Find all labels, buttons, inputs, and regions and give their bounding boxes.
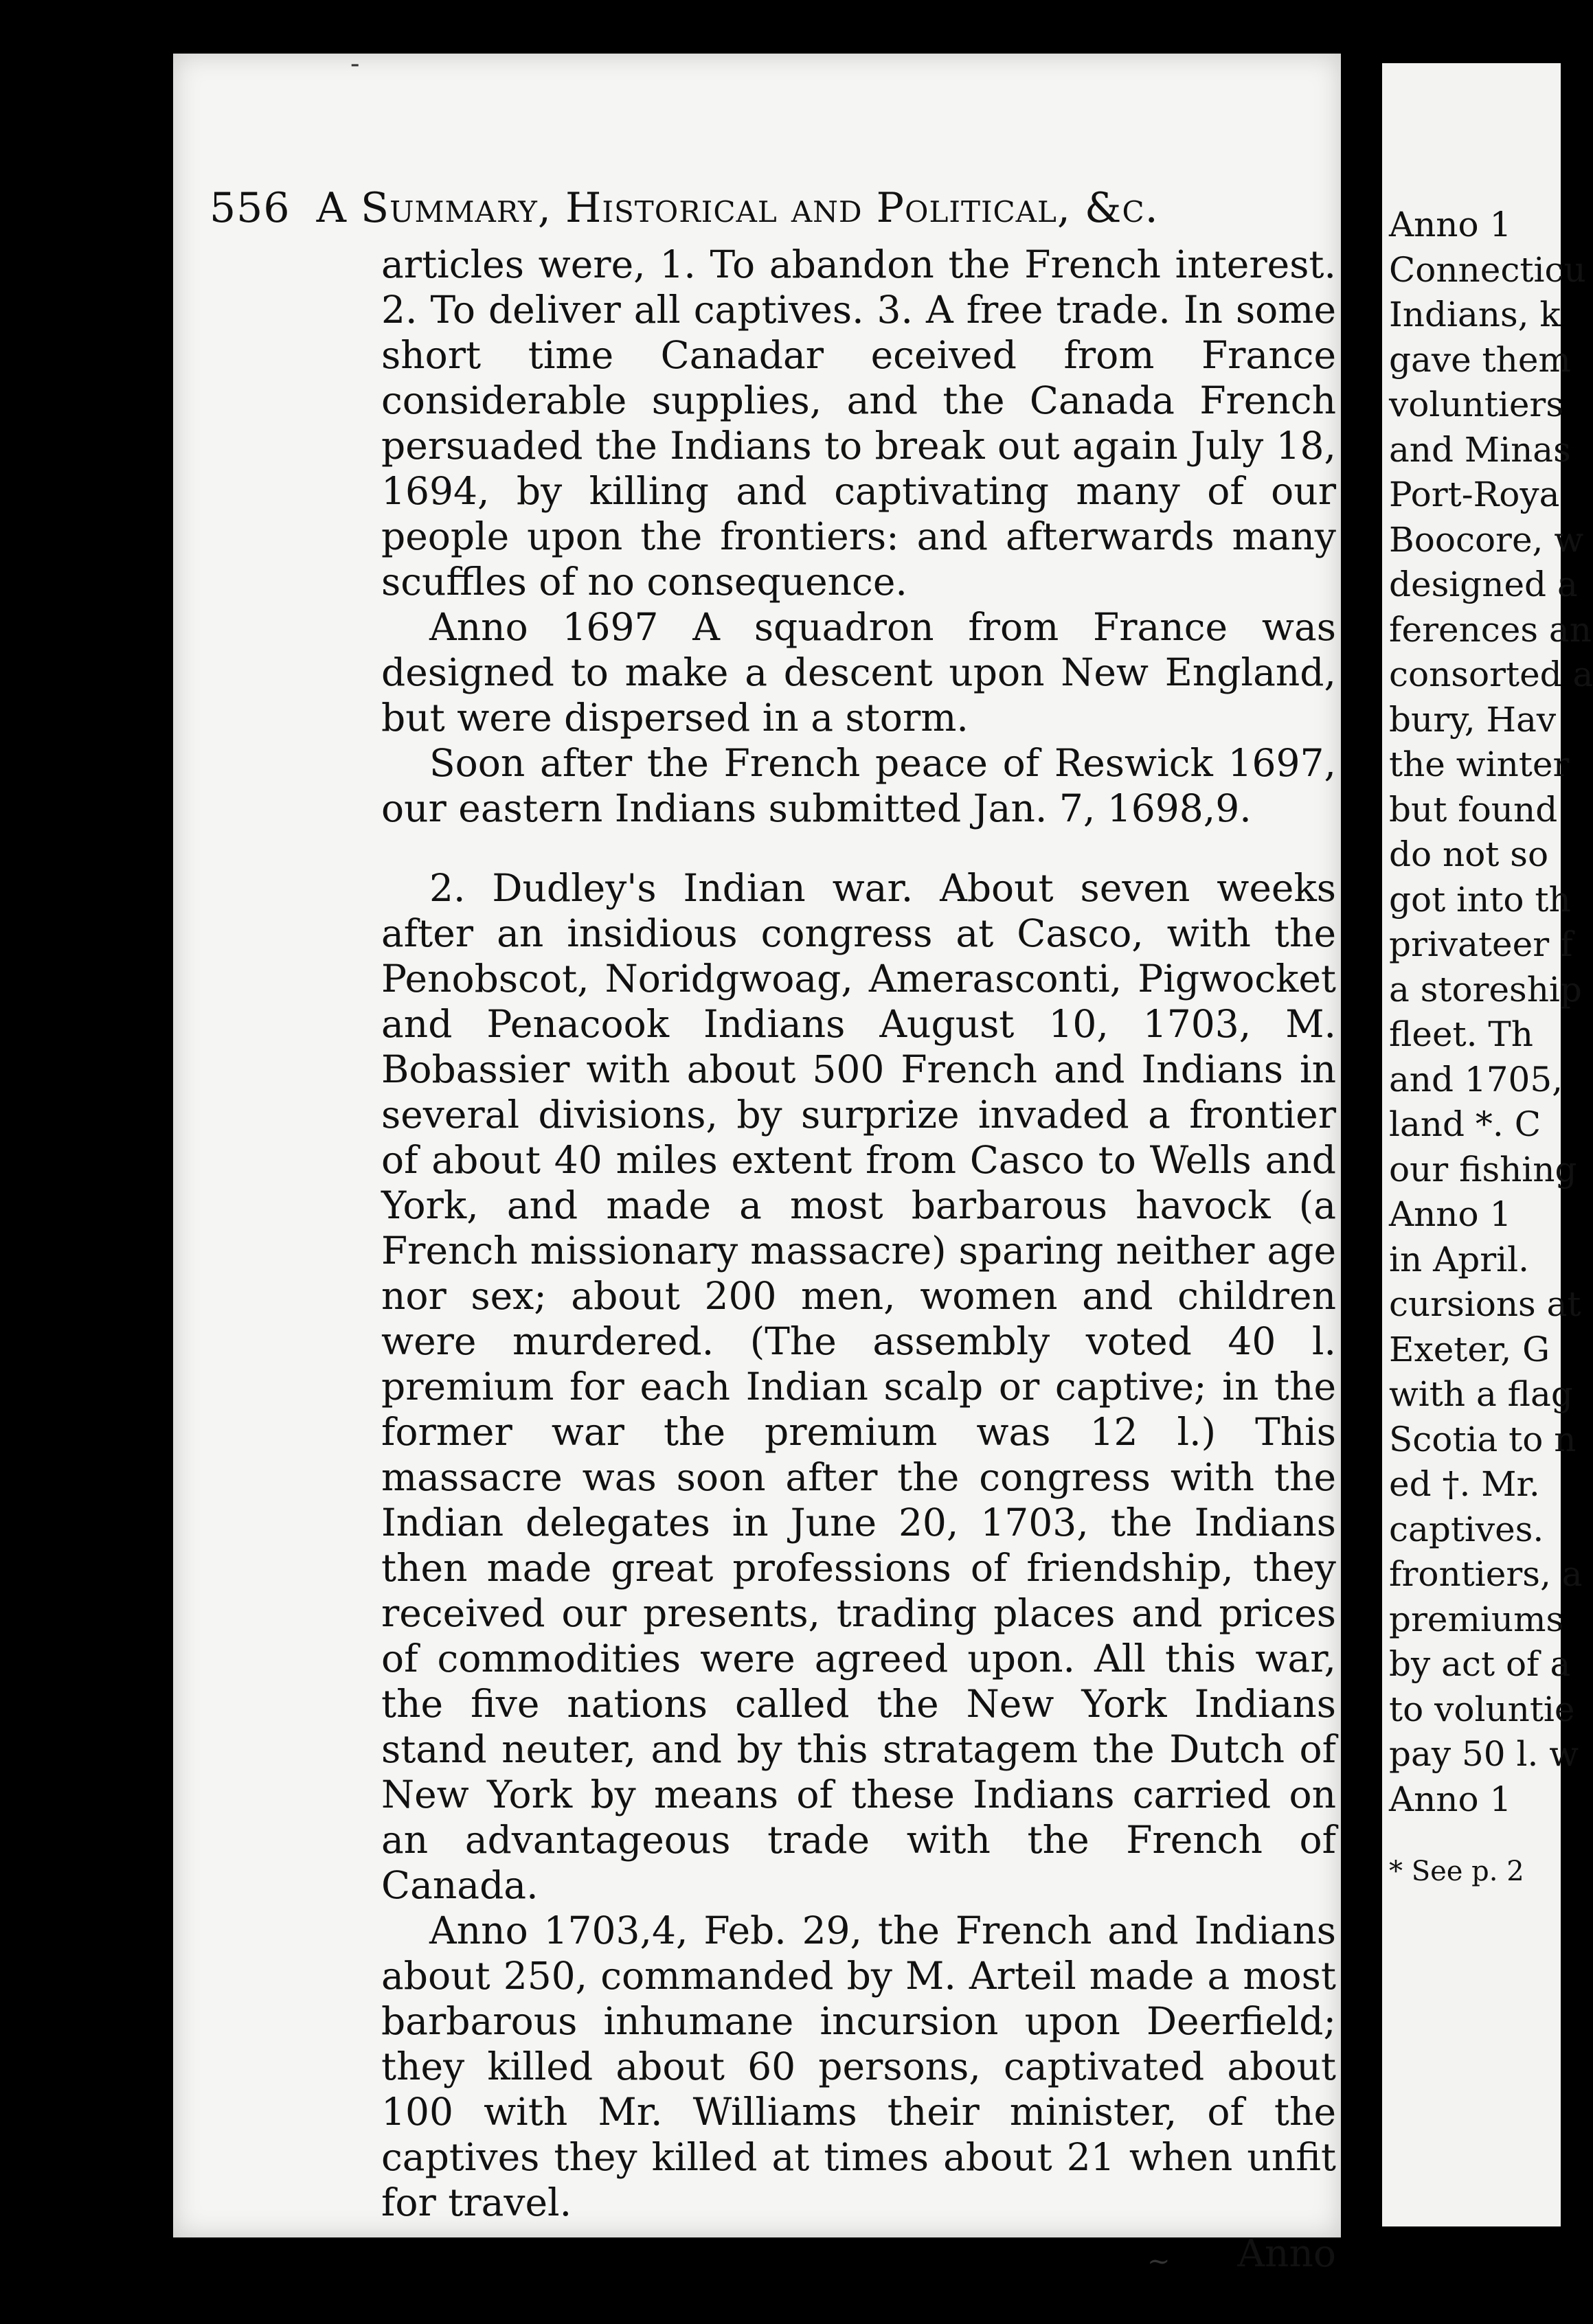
margin-mark: ~ [1147, 2246, 1171, 2277]
facing-page-line: voluntiers [1389, 385, 1563, 424]
facing-page-column [1389, 203, 1593, 1895]
facing-page-line: by act of a [1389, 1644, 1571, 1684]
facing-page-line: Indians, k [1389, 295, 1561, 334]
facing-page-line: got into th [1389, 879, 1571, 920]
running-title: A Summary, Historical and Political, &c. [316, 184, 1159, 232]
running-header [210, 184, 1336, 232]
catchword: Anno [1237, 2231, 1336, 2275]
facing-page-line: ed †. Mr. [1389, 1464, 1540, 1504]
facing-page-line: Port-Roya [1389, 475, 1560, 514]
facing-page-line: a storeship [1389, 969, 1582, 1010]
facing-page-line: Anno 1 [1389, 1779, 1512, 1819]
paragraph-reswick: Soon after the French peace of Reswick 1697, our eastern Indians submitted Jan. 7, 1698,9. [381, 741, 1336, 830]
facing-page-line: but found [1389, 789, 1558, 830]
facing-page-line: Connecticu [1389, 249, 1586, 290]
facing-page-line: ferences an [1389, 609, 1592, 650]
page-number: 556 [210, 184, 291, 232]
facing-page-line: Exeter, G [1389, 1329, 1550, 1369]
facing-page-line: Anno 1 [1389, 205, 1512, 244]
facing-page-line: pay 50 l. w [1389, 1734, 1579, 1774]
facing-page-line: Anno 1 [1389, 1194, 1512, 1234]
facing-page-line: Boocore, w [1389, 519, 1584, 560]
paragraph-anno-1697: Anno 1697 A squadron from France was designed to make a descent upon New England, but were dispersed in a storm. [381, 605, 1336, 740]
paragraph-articles: articles were, 1. To abandon the French interest. 2. To deliver all captives. 3. A free trade. In some short time Canadar eceived from France considerable supplies, and the Canada French persuaded the Indians to break out again July 18, 1694, by killing and captivating many of our people upon the frontiers: and afterwards many scuffles of no consequence. [381, 242, 1336, 604]
facing-page-line: bury, Hav [1389, 699, 1557, 740]
paragraph-deerfield: Anno 1703,4, Feb. 29, the French and Indians about 250, commanded by M. Arteil made a most barbarous inhumane incursion upon Deerfield; they killed about 60 persons, captivated about 100 with Mr. Williams their minister, of the captives they killed at times about 21 when unfit for travel. [381, 1909, 1336, 2224]
facing-page-line: gave them [1389, 339, 1571, 380]
facing-page-footnote: * See p. 2 [1389, 1856, 1524, 1887]
body-text [381, 242, 1336, 2276]
facing-page-line: in April. [1389, 1239, 1529, 1279]
facing-page-line: our fishing [1389, 1149, 1577, 1189]
facing-page-line: fleet. Th [1389, 1014, 1533, 1054]
paragraph-dudleys-war: 2. Dudley's Indian war. About seven weeks after an insidious congress at Casco, with the Penobscot, Noridgwoag, Amerasconti, Pigwocket and Penacook Indians August 10, 1703, M. Bobassier with about 500 French and Indians in several divisions, by surprize invaded a frontier of about 40 miles extent from Casco to Wells and York, and made a most barbarous havock (a French missionary massacre) sparing neither age nor sex; about 200 men, women and children were murdered. (The assembly voted 40 l. premium for each Indian scalp or captive; in the former war the premium was 12 l.) This massacre was soon after the congress with the Indian delegates in June 20, 1703, the Indians then made great professions of friendship, they received our presents, trading places and prices of commodities were agreed upon. All this war, the five nations called the New York Indians stand neuter, and by this stratagem the Dutch of New York by means of these Indians carried on an advantageous trade with the French of Canada. [381, 866, 1336, 1907]
facing-page-line: and Minas [1389, 429, 1571, 470]
facing-page-line: frontiers, a [1389, 1554, 1583, 1594]
facing-page-line: to voluntie [1389, 1689, 1575, 1729]
facing-page-line: cursions at [1389, 1284, 1581, 1324]
facing-page-line: with a flag [1389, 1374, 1573, 1414]
facing-page-line: designed a [1389, 565, 1578, 604]
facing-page-line: the winter [1389, 744, 1570, 784]
facing-page-line: consorted a [1389, 654, 1593, 694]
facing-page-line: Scotia to n [1389, 1419, 1577, 1459]
facing-page-line: captives. [1389, 1509, 1544, 1549]
margin-mark: - [350, 48, 360, 80]
facing-page-line: and 1705, [1389, 1059, 1563, 1100]
facing-page-line: premiums [1389, 1599, 1564, 1639]
facing-page-line: privateer f [1389, 924, 1573, 964]
facing-page-line: land *. C [1389, 1104, 1541, 1144]
facing-page-line: do not so [1389, 834, 1549, 874]
